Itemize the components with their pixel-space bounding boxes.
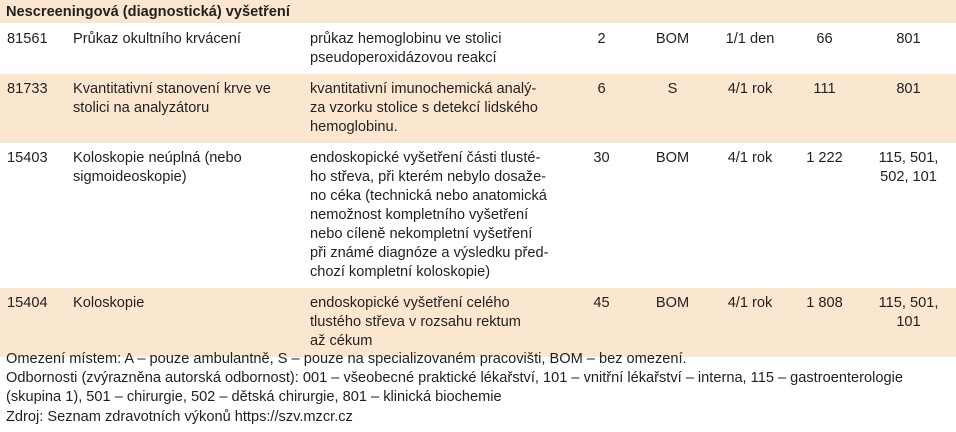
cell-frequency: 4/1 rok: [712, 74, 788, 143]
cell-count: 30: [570, 143, 633, 288]
cell-description-line: až cékum: [310, 332, 373, 349]
cell-name: [71, 23, 308, 74]
cell-specialties-line: 801: [896, 30, 921, 47]
cell-description-line: endoskopické vyšetření celého: [310, 294, 510, 311]
section-title: Nescreeningová (diagnostická) vyšetření: [0, 0, 956, 23]
cell-points: 1 222: [788, 143, 861, 288]
table-row: [0, 74, 956, 143]
cell-count: 6: [570, 74, 633, 143]
cell-name-line: Koloskopie neúplná (nebo: [73, 149, 242, 166]
cell-name-line: Kvantitativní stanovení krve ve: [73, 80, 271, 97]
table-notes: [6, 350, 951, 427]
cell-name: [71, 74, 308, 143]
cell-description-line: nemožnost kompletního vyšetření: [310, 206, 529, 223]
cell-specialties-line: 801: [896, 80, 921, 97]
cell-points: 111: [788, 74, 861, 143]
cell-restriction: BOM: [633, 288, 712, 357]
section-header-row: [0, 0, 956, 23]
cell-code: 15404: [0, 288, 71, 357]
note-restriction: Omezení místem: A – pouze ambulantně, S – pouze na specializovaném pracovišti, BOM – bez omezení.: [6, 351, 687, 367]
cell-description: [308, 23, 570, 74]
cell-code: 15403: [0, 143, 71, 288]
cell-name-line: stolici na analyzátoru: [73, 99, 210, 116]
note-specialties-cont: (skupina 1), 501 – chirurgie, 502 – dětská chirurgie, 801 – klinická biochemie: [6, 389, 502, 406]
cell-name-line: Koloskopie: [73, 294, 145, 311]
cell-frequency: 4/1 rok: [712, 143, 788, 288]
cell-description-line: chozí kompletní koloskopie): [310, 263, 491, 280]
table-row: [0, 23, 956, 74]
cell-description-line: za vzorku stolice s detekcí lidského: [310, 99, 538, 116]
cell-restriction: BOM: [633, 23, 712, 74]
cell-count: 2: [570, 23, 633, 74]
cell-description: [308, 288, 570, 357]
cell-frequency: 4/1 rok: [712, 288, 788, 357]
cell-name-line: sigmoideoskopie): [73, 168, 187, 185]
cell-description-line: hemoglobinu.: [310, 118, 398, 135]
cell-count: 45: [570, 288, 633, 357]
cell-description-line: pseudoperoxidázovou reakcí: [310, 49, 497, 66]
cell-points: 1 808: [788, 288, 861, 357]
cell-description-line: průkaz hemoglobinu ve stolici: [310, 30, 502, 47]
cell-description-line: tlustého střeva v rozsahu rektum: [310, 313, 521, 330]
note-specialties: Odbornosti (zvýrazněna autorská odbornost): 001 – všeobecné praktické lékařství, 101 – vnitřní lékařství – interna, 115 – gastroenterologie: [6, 370, 903, 387]
cell-code: 81733: [0, 74, 71, 143]
cell-specialties-line: 502, 101: [880, 168, 937, 185]
cell-points: 66: [788, 23, 861, 74]
cell-name: [71, 288, 308, 357]
cell-specialties: [861, 74, 956, 143]
cell-specialties: [861, 288, 956, 357]
cell-specialties: [861, 23, 956, 74]
cell-description-line: no céka (technická nebo anatomická: [310, 187, 547, 204]
cell-name: [71, 143, 308, 288]
cell-frequency: 1/1 den: [712, 23, 788, 74]
cell-specialties-line: 115, 501,: [878, 149, 939, 166]
cell-code: 81561: [0, 23, 71, 74]
cell-specialties: [861, 143, 956, 288]
cell-description-line: nebo cíleně nekompletní vyšetření: [310, 225, 533, 242]
note-source: Zdroj: Seznam zdravotních výkonů https://szv.mzcr.cz: [6, 408, 353, 425]
cell-description: [308, 74, 570, 143]
cell-description: [308, 143, 570, 288]
table-row: [0, 143, 956, 288]
cell-description-line: při známé diagnóze a výsledku před-: [310, 244, 549, 261]
cell-restriction: S: [633, 74, 712, 143]
cell-specialties-line: 101: [896, 313, 921, 330]
cell-description-line: ho střeva, při kterém nebylo dosaže-: [310, 168, 547, 185]
cell-description-line: endoskopické vyšetření části tlusté-: [310, 149, 541, 166]
cell-name-line: Průkaz okultního krvácení: [73, 30, 241, 47]
table-row: [0, 288, 956, 357]
cell-description-line: kvantitativní imunochemická analý-: [310, 80, 537, 97]
cell-restriction: BOM: [633, 143, 712, 288]
cell-specialties-line: 115, 501,: [878, 294, 939, 311]
